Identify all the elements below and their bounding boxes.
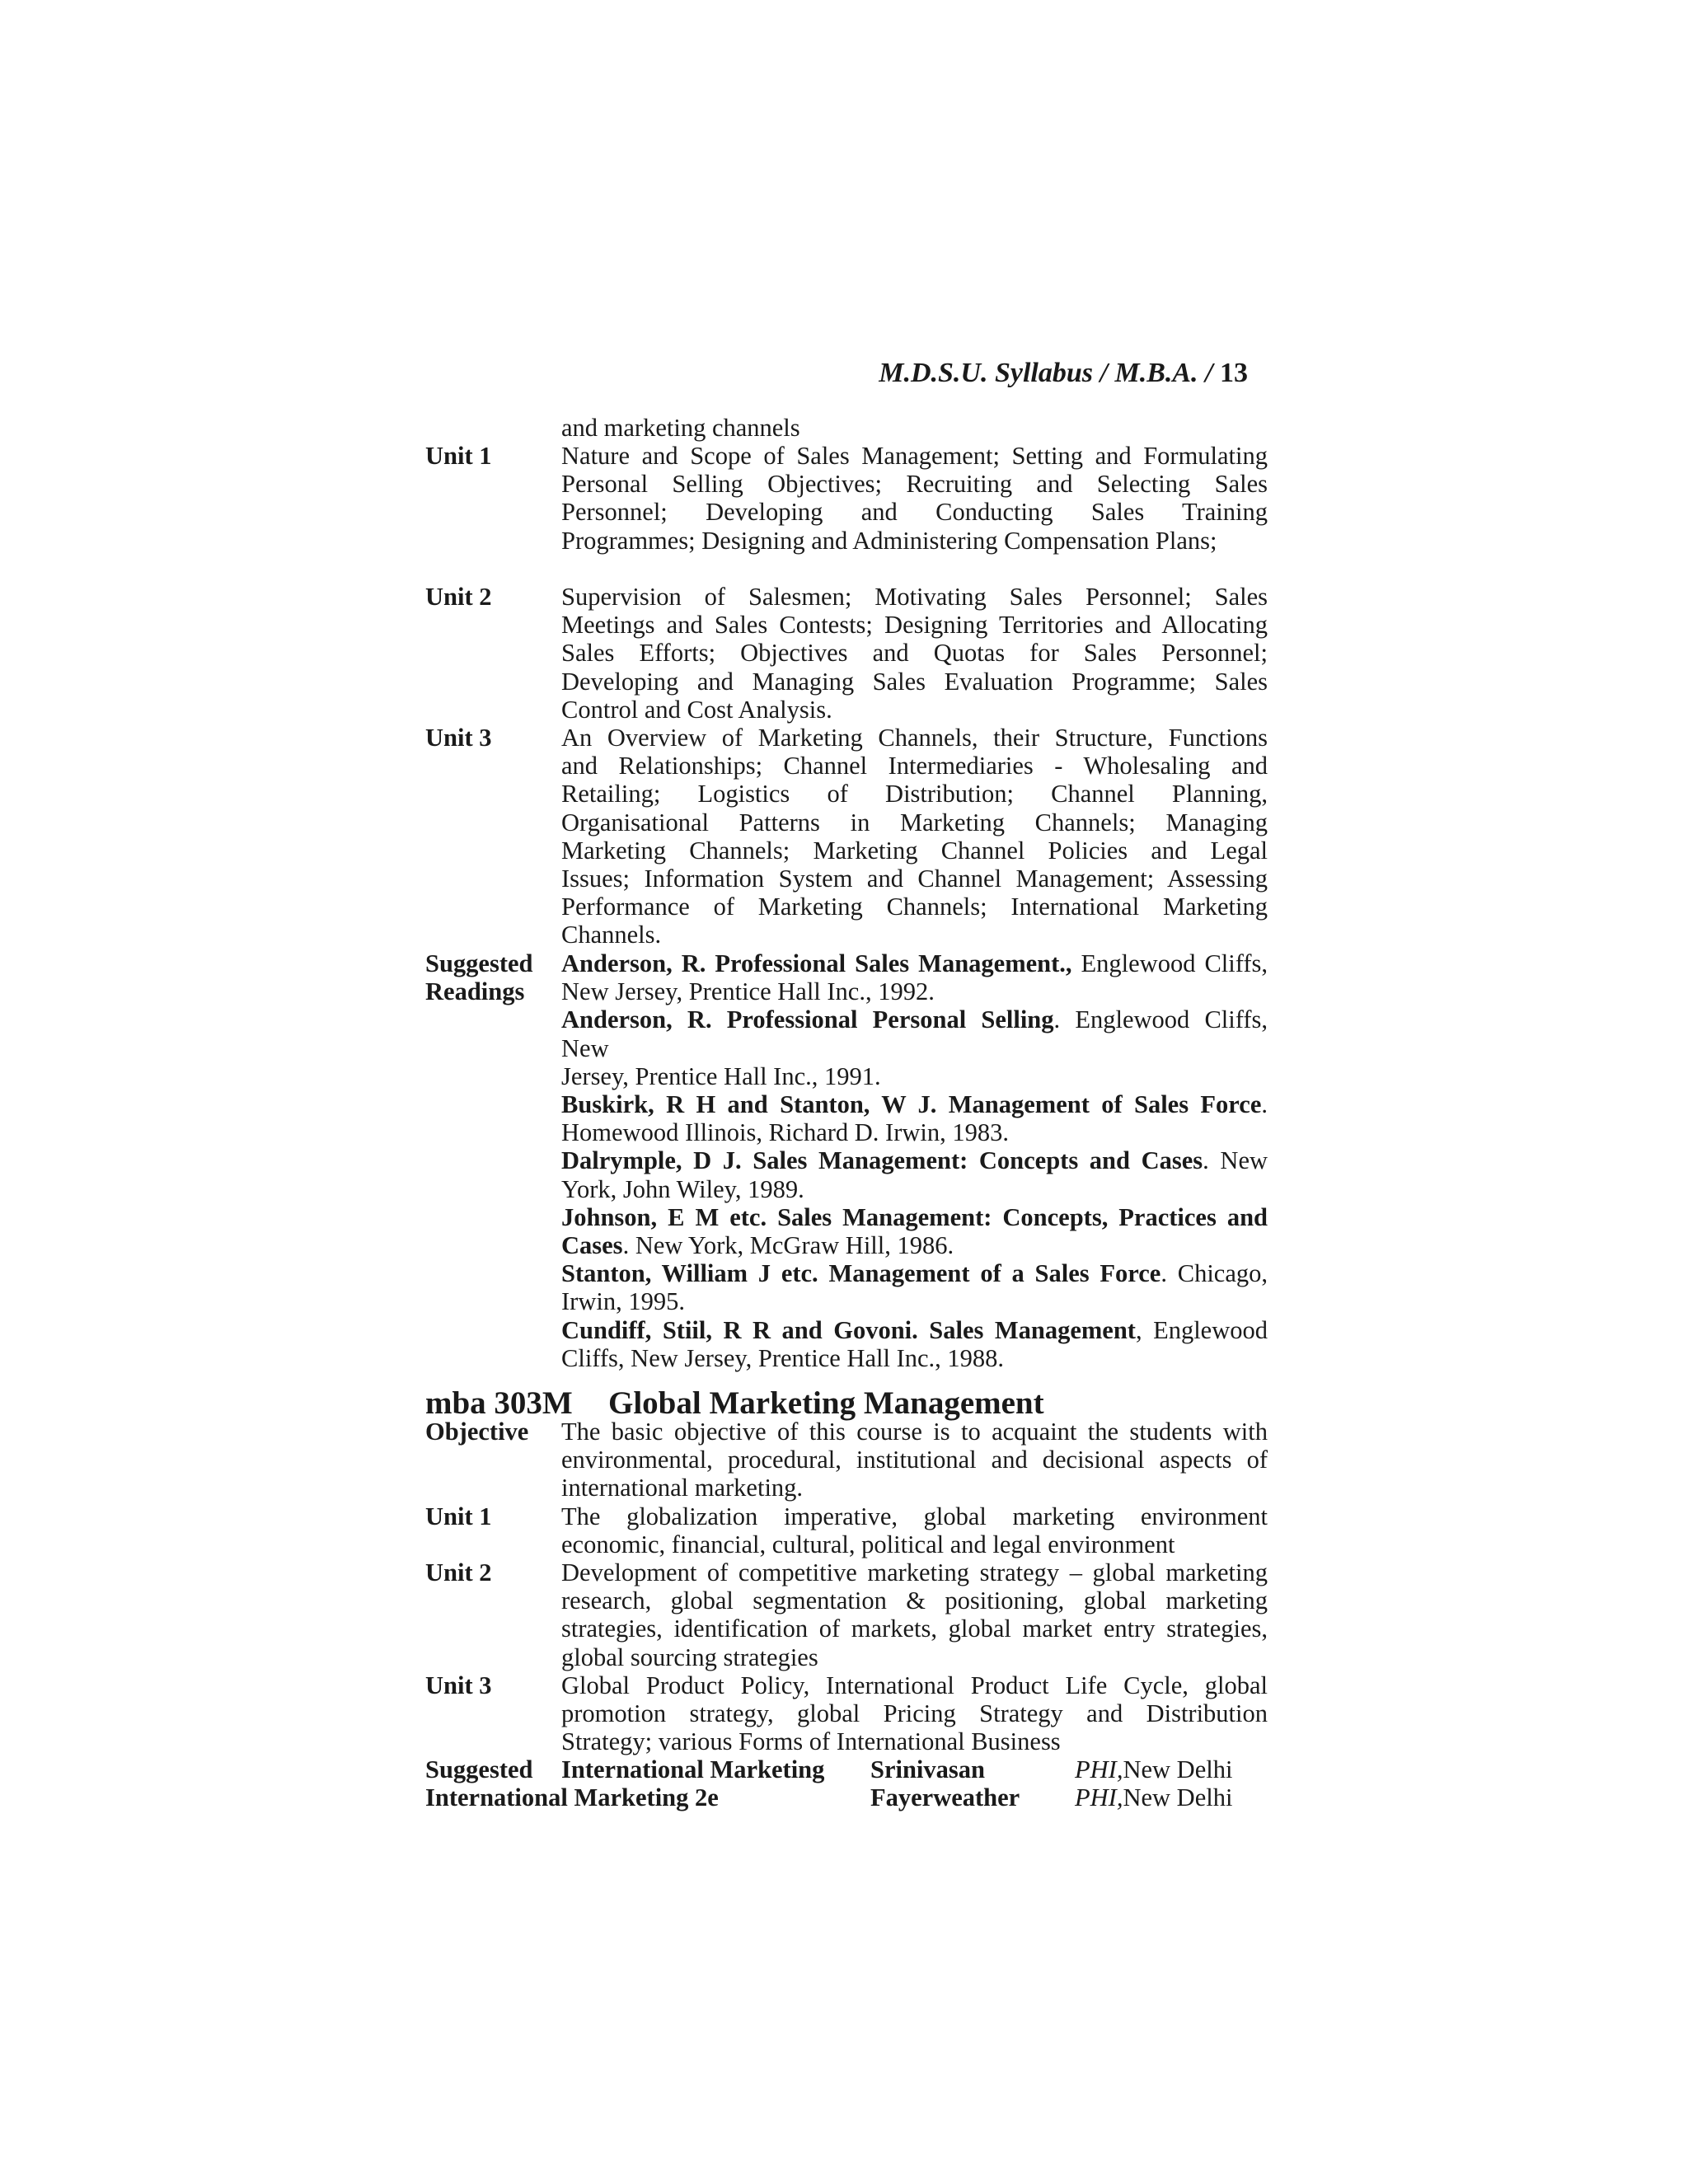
- text-line: international marketing.: [561, 1474, 804, 1502]
- unit-text: [561, 1671, 1268, 1756]
- text-line: Developing and Managing Sales Evaluation Programme; Sales: [561, 667, 1268, 696]
- reading-detail: . Englewood Cliffs,: [1053, 1005, 1268, 1034]
- text-line: The basic objective of this course is to acquaint the students with: [561, 1418, 1268, 1446]
- sales-unit-2: [425, 583, 1268, 724]
- text-line: Programmes; Designing and Administering Compensation Plans;: [561, 526, 1217, 555]
- unit-text: [561, 583, 1268, 724]
- publisher-name: PHI,: [1075, 1755, 1123, 1783]
- text-line: The globalization imperative, global marketing environment: [561, 1502, 1268, 1530]
- page-number: 13: [1220, 358, 1248, 388]
- text-line: An Overview of Marketing Channels, their Structure, Functions: [561, 724, 1268, 752]
- text-line: promotion strategy, global Pricing Strategy and Distribution: [561, 1699, 1268, 1728]
- reading-detail: Englewood Cliffs,: [1071, 949, 1268, 977]
- global-objective: [425, 1418, 1268, 1502]
- reading-title: Cundiff, Stiil, R R and Govoni. Sales Management: [561, 1315, 1136, 1344]
- sales-unit-3: [425, 724, 1268, 949]
- publisher-city: New Delhi: [1123, 1755, 1233, 1783]
- continuation-text: and marketing channels: [561, 414, 800, 442]
- text-line: Development of competitive marketing strategy – global marketing: [561, 1558, 1268, 1586]
- text-line: Retailing; Logistics of Distribution; Channel Planning,: [561, 780, 1268, 808]
- text-line: and Relationships; Channel Intermediaries - Wholesaling and: [561, 752, 1268, 780]
- book-title: International Marketing: [561, 1755, 825, 1783]
- reading-detail: .: [1261, 1090, 1268, 1119]
- text-line: global sourcing strategies: [561, 1643, 818, 1671]
- reading-title: Stanton, William J etc. Management of a Sales Force: [561, 1259, 1161, 1288]
- book-author: Fayerweather: [870, 1783, 1020, 1811]
- unit-label: Unit 1: [425, 442, 492, 470]
- text-line: Performance of Marketing Channels; International Marketing: [561, 893, 1268, 921]
- text-line: Supervision of Salesmen; Motivating Sales Personnel; Sales: [561, 583, 1268, 611]
- book-title: International Marketing 2e: [425, 1783, 719, 1811]
- sales-readings: [425, 949, 1268, 1372]
- publisher-name: PHI,: [1075, 1783, 1123, 1811]
- objective-label: Objective: [425, 1418, 529, 1446]
- unit-label: Unit 3: [425, 724, 492, 752]
- readings-label-line: Readings: [425, 977, 525, 1006]
- unit-text: [561, 1502, 1268, 1558]
- readings-label: [425, 949, 533, 1005]
- objective-text: [561, 1418, 1268, 1502]
- reading-title: Dalrymple, D J. Sales Management: Concepts and Cases: [561, 1146, 1203, 1175]
- reading-detail: Homewood Illinois, Richard D. Irwin, 1983.: [561, 1118, 1009, 1147]
- book-publisher: [1075, 1783, 1233, 1812]
- header-title: M.D.S.U. Syllabus / M.B.A. /: [879, 358, 1213, 388]
- unit-label: Unit 3: [425, 1671, 492, 1699]
- course-code: mba 303M: [425, 1385, 573, 1421]
- reading-detail: . New York, McGraw Hill, 1986.: [622, 1231, 954, 1260]
- reading-title: Cases: [561, 1231, 623, 1260]
- reading-item: [561, 1005, 1268, 1090]
- unit-text: [561, 442, 1268, 555]
- readings-label-line: Suggested: [425, 949, 533, 977]
- reading-detail: New Jersey, Prentice Hall Inc., 1992.: [561, 977, 935, 1006]
- reading-detail: York, John Wiley, 1989.: [561, 1174, 804, 1203]
- book-author: Srinivasan: [870, 1755, 985, 1783]
- text-line: Marketing Channels; Marketing Channel Policies and Legal: [561, 836, 1268, 865]
- text-line: Sales Efforts; Objectives and Quotas for Sales Personnel;: [561, 639, 1268, 668]
- sales-unit-1: [425, 442, 1268, 555]
- text-line: environmental, procedural, institutional and decisional aspects of: [561, 1446, 1268, 1474]
- unit-label: Unit 2: [425, 583, 492, 611]
- global-unit-1: [425, 1502, 1268, 1558]
- unit-text: [561, 1558, 1268, 1671]
- book-publisher: [1075, 1755, 1233, 1784]
- text-line: economic, financial, cultural, political and legal environment: [561, 1530, 1175, 1559]
- reading-title: Anderson, R. Professional Personal Selling: [561, 1005, 1054, 1034]
- reading-item: [561, 1203, 1268, 1259]
- global-unit-2: [425, 1558, 1268, 1671]
- text-line: Personnel; Developing and Conducting Sales Training: [561, 498, 1268, 527]
- reading-detail: . Chicago,: [1160, 1259, 1268, 1288]
- text-line: Global Product Policy, International Product Life Cycle, global: [561, 1671, 1268, 1699]
- reading-detail: Jersey, Prentice Hall Inc., 1991.: [561, 1062, 881, 1090]
- text-line: Control and Cost Analysis.: [561, 695, 832, 724]
- reading-detail: , Englewood: [1135, 1315, 1268, 1344]
- text-line: research, global segmentation & positioning, global marketing: [561, 1586, 1268, 1615]
- reading-detail: Cliffs, New Jersey, Prentice Hall Inc., 1988.: [561, 1343, 1005, 1372]
- reading-title: Buskirk, R H and Stanton, W J. Management of Sales Force: [561, 1090, 1262, 1119]
- running-header: [879, 358, 1248, 389]
- text-line: strategies, identification of markets, global market entry strategies,: [561, 1615, 1268, 1643]
- publisher-city: New Delhi: [1123, 1783, 1233, 1811]
- course-heading: [425, 1385, 1044, 1422]
- text-line: Meetings and Sales Contests; Designing Territories and Allocating: [561, 611, 1268, 640]
- unit-label: Unit 2: [425, 1558, 492, 1586]
- reading-title: Johnson, E M etc. Sales Management: Concepts, Practices and: [561, 1202, 1268, 1231]
- readings-label: Suggested: [425, 1755, 533, 1783]
- reading-item: [561, 949, 1268, 1005]
- continuation-row: [425, 414, 1268, 442]
- reading-detail: New: [561, 1033, 609, 1062]
- reading-item: [561, 1090, 1268, 1146]
- global-unit-3: [425, 1671, 1268, 1756]
- reading-item: [561, 1146, 1268, 1202]
- reading-item: [561, 1316, 1268, 1372]
- readings-list: [561, 949, 1268, 1372]
- text-line: Nature and Scope of Sales Management; Setting and Formulating: [561, 442, 1268, 470]
- reading-detail: . New: [1203, 1146, 1268, 1175]
- text-line: Organisational Patterns in Marketing Channels; Managing: [561, 808, 1268, 837]
- course-title: Global Marketing Management: [608, 1385, 1044, 1421]
- unit-label: Unit 1: [425, 1502, 492, 1530]
- text-line: Issues; Information System and Channel Management; Assessing: [561, 865, 1268, 893]
- text-line: Personal Selling Objectives; Recruiting and Selecting Sales: [561, 470, 1268, 499]
- unit-text: [561, 724, 1268, 949]
- reading-detail: Irwin, 1995.: [561, 1287, 685, 1316]
- text-line: Strategy; various Forms of International Business: [561, 1727, 1061, 1756]
- reading-item: [561, 1259, 1268, 1315]
- text-line: Channels.: [561, 921, 662, 949]
- reading-title: Anderson, R. Professional Sales Management.,: [561, 949, 1072, 977]
